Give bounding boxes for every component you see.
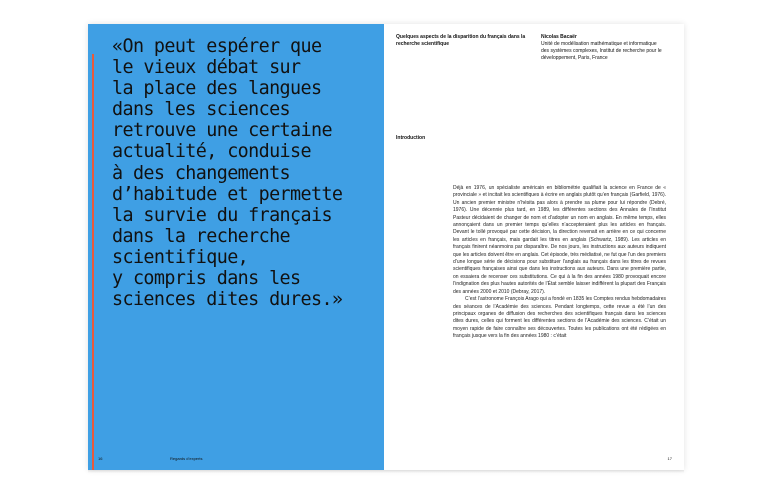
- paragraph: Déjà en 1976, un spécialiste américain en bibliométrie qualifiait la science en France de « provinciale » et incitait les scientifiques à écrire en anglais plutôt qu’en français (Garfield, 1976). Un ancien premier ministre n’hésita pas alors à prendre sa plume pour lui répondre (Debré, 1976). Une décennie plus tard, en 1989, les différentes sections des Annales de l’Institut Pasteur décidaient de changer de nom et d’adopter un nom en anglais. En même temps, elles annonçaient dans un premier temps qu’elles n’accepteraient plus les articles en français. Devant le tollé provoqué par cette décision, la direction revenait en arrière en ce qui concerne les articles en français, mais gardait les titres en anglais (Schwartz, 1989). Les articles en français finirent néanmoins par disparaître. De nos jours, les instructions aux auteurs indiquent que les articles doivent être en anglais. Cet épisode, très médiatisé, ne fut que l’un des premiers d’une longue série de décisions pour substituer l’anglais au français dans les titres de revues scientifiques françaises ainsi que dans les instructions aux auteurs. Dans une première partie, on essaiera de recenser ces substitutions. Ce qui à la fin des années 1980 provoquait encore l’indignation des plus hautes autorités de l’État semble laisser indifférent la plupart des Français des années 2000 et 2010 (Debray, 2017).: [453, 185, 666, 295]
- page-number-left: 16: [98, 456, 103, 461]
- page-number-right: 17: [667, 456, 672, 461]
- book-shadow: [88, 470, 684, 473]
- author-name: Nicolas Bacaër: [541, 34, 577, 40]
- author-block: [541, 34, 666, 62]
- open-book-spread: [88, 24, 684, 470]
- article-title: Quelques aspects de la disparition du français dans la recherche scientifique: [396, 34, 526, 47]
- author-affiliation: Unité de modélisation mathématique et informatique des systèmes complexes, Institut de recherche pour le développement, Paris, France: [541, 41, 662, 61]
- body-text: [453, 185, 666, 341]
- section-heading: Introduction: [396, 135, 426, 141]
- paragraph: C’est l’astronome François Arago qui a fondé en 1835 les Comptes rendus hebdomadaires des séances de l’Académie des sciences. Pendant longtemps, cette revue a été l’un des principaux organes de diffusion des recherches des scientifiques français dans les sciences dites dures, celles qui forment les différentes sections de l’Académie des sciences. C’était un moyen rapide de faire connaître ses découvertes. Toutes les publications ont été rédigées en français jusque vers la fin des années 1980 : c’était: [453, 296, 666, 340]
- pull-quote: «On peut espérer que le vieux débat sur la place des langues dans les sciences retrouve une certaine actualité, conduise à des changements d’habitude et permette la survie du français dans la recherche scientifique, y compris dans les sciences dites dures.»: [112, 36, 343, 311]
- left-page: [88, 24, 384, 470]
- page-edge-strip: [92, 54, 94, 470]
- right-page: [384, 24, 684, 470]
- running-head: Regards d’experts: [170, 456, 203, 461]
